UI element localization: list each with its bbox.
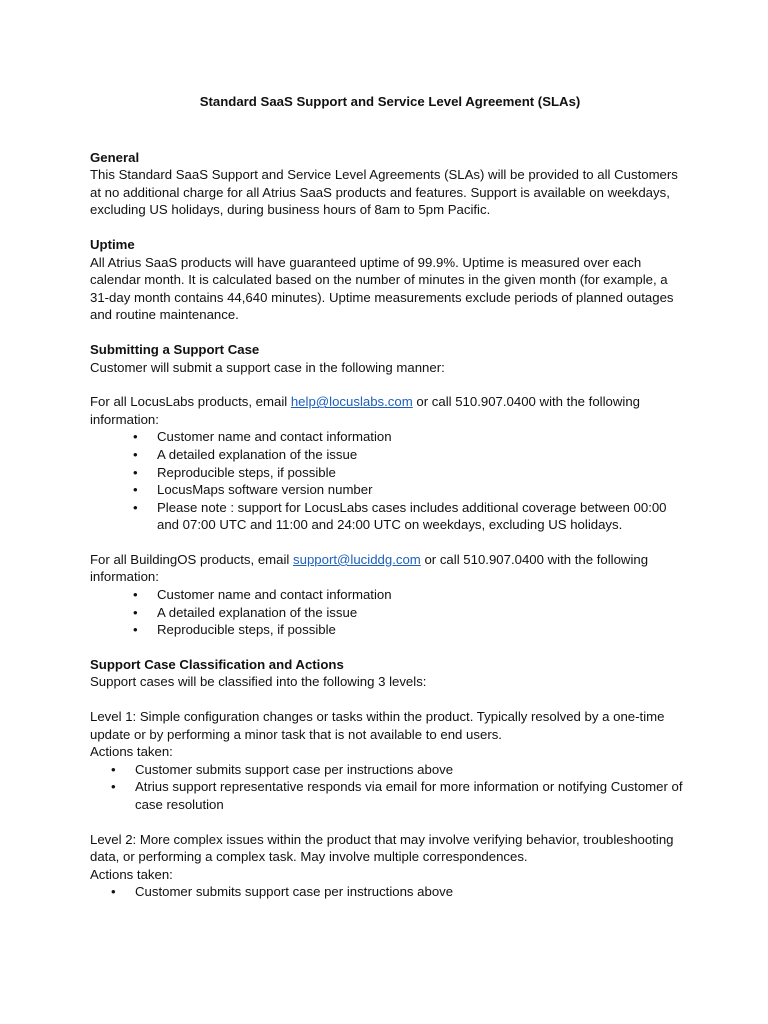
buildingos-contact: [90, 551, 690, 586]
section-heading-submitting: Submitting a Support Case: [90, 341, 260, 357]
bullet: •: [111, 779, 116, 795]
list-item: [133, 604, 690, 622]
list-item: [133, 499, 690, 534]
list-item-text: A detailed explanation of the issue: [157, 446, 358, 462]
uptime-body: All Atrius SaaS products will have guaranteed uptime of 99.9%. Uptime is measured over each calendar month. It is calculated based on the number of minutes in the given month (for example, a 31-day month contains 44,640 minutes). Uptime measurements exclude periods of planned outages and routine maintenance.: [90, 254, 674, 323]
list-item-text: A detailed explanation of the issue: [157, 604, 358, 620]
list-item-text: Customer submits support case per instructions above: [135, 884, 454, 900]
locuslabs-contact: [90, 393, 690, 428]
buildingos-email-link[interactable]: support@luciddg.com: [293, 551, 421, 567]
locuslabs-suffix: or call 510.907.0400 with the following information:: [90, 394, 640, 427]
locuslabs-prefix: For all LocusLabs products, email: [90, 394, 291, 410]
level1-block: [90, 708, 690, 814]
list-item: [111, 883, 690, 901]
buildingos-suffix: or call 510.907.0400 with the following information:: [90, 551, 649, 585]
list-item-text: Atrius support representative responds via email for more information or notifying Customer of case resolution: [135, 779, 683, 812]
list-item: [133, 464, 690, 482]
bullet: •: [133, 587, 138, 603]
level1-actions-label: Actions taken:: [90, 744, 173, 760]
submitting-intro: Customer will submit a support case in the following manner:: [90, 359, 445, 375]
section-classification: [90, 656, 690, 691]
list-item: [111, 778, 690, 813]
bullet: •: [133, 604, 138, 620]
locuslabs-email-link[interactable]: help@locuslabs.com: [290, 394, 413, 410]
list-item: [133, 446, 690, 464]
bullet: •: [133, 622, 138, 638]
section-submitting: [90, 341, 690, 376]
list-item-text: Reproducible steps, if possible: [157, 622, 336, 638]
bullet: •: [111, 761, 116, 777]
locuslabs-block: [90, 393, 690, 534]
level2-block: [90, 831, 690, 901]
spacer: [90, 534, 690, 551]
bullet: •: [111, 884, 116, 900]
classification-intro: Support cases will be classified into the following 3 levels:: [90, 674, 427, 690]
level2-description: Level 2: More complex issues within the product that may involve verifying behavior, troubleshooting data, or performing a complex task. May involve multiple correspondences.: [90, 831, 674, 865]
list-item: [133, 586, 690, 604]
level1-description: Level 1: Simple configuration changes or tasks within the product. Typically resolved by a one-time update or by performing a minor task that is not available to end users.: [90, 709, 665, 742]
bullet: •: [133, 464, 138, 480]
spacer: [90, 639, 690, 656]
level1-actions-list: [90, 761, 690, 814]
list-item-text: Customer name and contact information: [157, 429, 392, 445]
spacer: [90, 814, 690, 831]
bullet: •: [133, 446, 138, 462]
list-item: [133, 481, 690, 499]
list-item-text: Reproducible steps, if possible: [157, 464, 336, 480]
bullet: •: [133, 499, 138, 515]
section-heading-classification: Support Case Classification and Actions: [90, 656, 344, 672]
section-heading-uptime: Uptime: [90, 236, 135, 252]
buildingos-prefix: For all BuildingOS products, email: [90, 551, 294, 567]
list-item-text: LocusMaps software version number: [157, 482, 373, 498]
document-body: [90, 93, 690, 901]
list-item: [111, 761, 690, 779]
list-item-text: Customer submits support case per instructions above: [135, 761, 454, 777]
section-heading-general: General: [90, 149, 140, 165]
buildingos-info-list: [90, 586, 690, 639]
list-item: [133, 428, 690, 446]
level2-actions-list: [90, 883, 690, 901]
level2-actions-label: Actions taken:: [90, 866, 173, 882]
section-uptime: [90, 236, 690, 324]
bullet: •: [133, 482, 138, 498]
list-item-text: Please note : support for LocusLabs cases includes additional coverage between 00:00 and 07:00 UTC and 11:00 and 24:00 UTC on weekdays, excluding US holidays.: [157, 499, 667, 533]
general-body: This Standard SaaS Support and Service Level Agreements (SLAs) will be provided to all Customers at no additional charge for all Atrius SaaS products and features. Support is available on weekdays, excluding US holidays, during business hours of 8am to 5pm Pacific.: [90, 167, 678, 218]
locuslabs-info-list: [90, 428, 690, 534]
bullet: •: [133, 429, 138, 445]
document-title: Standard SaaS Support and Service Level Agreement (SLAs): [199, 94, 581, 109]
buildingos-block: [90, 551, 690, 639]
list-item-text: Customer name and contact information: [157, 587, 392, 603]
section-general: [90, 149, 690, 219]
list-item: [133, 621, 690, 639]
